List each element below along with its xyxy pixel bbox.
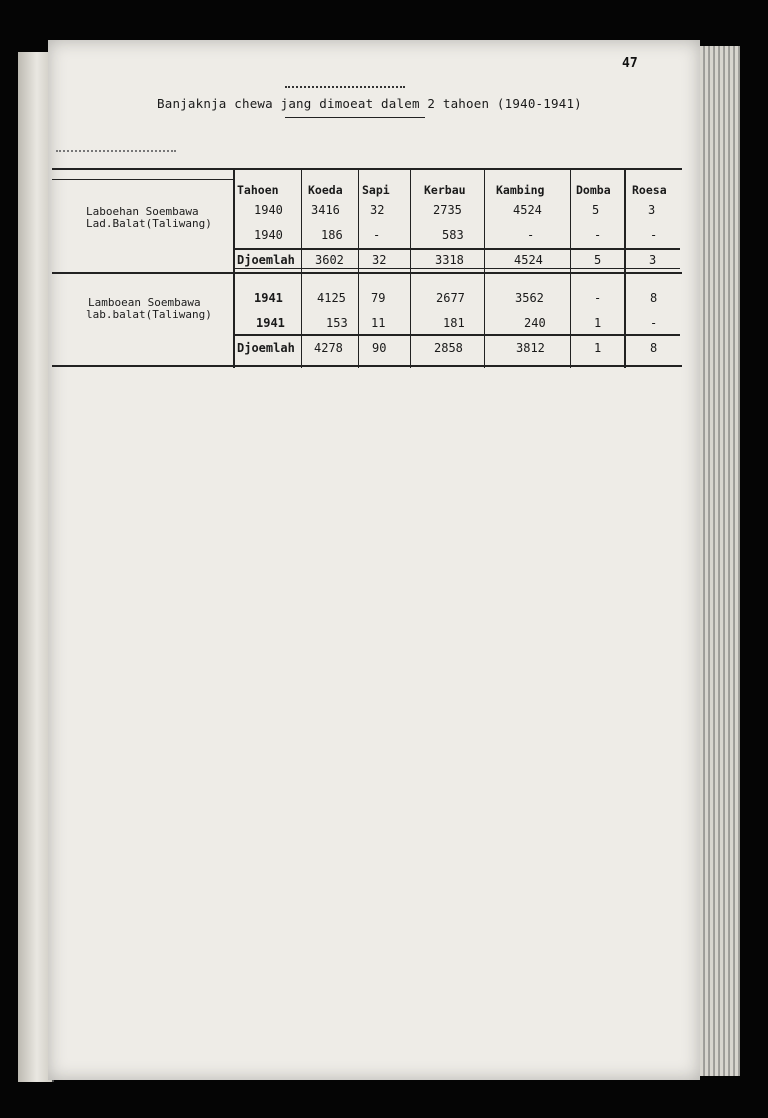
table-cell: 11 <box>371 316 386 330</box>
region-label: Lad.Balat(Taliwang) <box>86 217 212 230</box>
dotted-line <box>56 150 176 152</box>
table-cell: 3 <box>648 203 656 217</box>
table-cell: 240 <box>524 316 546 330</box>
table-cell: 4524 <box>514 253 543 267</box>
page-edges <box>700 46 740 1076</box>
table-cell: 3 <box>649 253 657 267</box>
table-cell: 5 <box>592 203 600 217</box>
column-header: Roesa <box>632 183 667 197</box>
column-divider <box>484 168 485 368</box>
column-header: Kerbau <box>424 183 466 197</box>
table-cell: 1941 <box>256 316 285 330</box>
table-cell: 3812 <box>516 341 545 355</box>
table-cell: 5 <box>594 253 602 267</box>
column-divider <box>358 168 359 368</box>
table-cell: 1 <box>594 316 602 330</box>
page-heading: Banjaknja chewa jang dimoeat dalem 2 tahoen (1940-1941) <box>157 96 582 111</box>
table-cell: 3602 <box>315 253 344 267</box>
table-cell: 4524 <box>513 203 542 217</box>
column-header: Sapi <box>362 183 390 197</box>
region-label: Lamboean Soembawa <box>88 296 201 309</box>
table-cell: 3562 <box>515 291 544 305</box>
page-number: 47 <box>622 56 638 71</box>
table-cell: 32 <box>372 253 387 267</box>
table-cell: - <box>650 316 658 330</box>
table-cell: - <box>594 228 602 242</box>
table-cell: 3416 <box>311 203 340 217</box>
column-header: Domba <box>576 183 611 197</box>
table-cell: - <box>527 228 535 242</box>
column-divider <box>570 168 571 368</box>
table-cell: 79 <box>371 291 386 305</box>
dotted-line <box>285 86 405 88</box>
table-cell: 8 <box>650 341 658 355</box>
table-cell: 90 <box>372 341 387 355</box>
table-rule-top <box>52 179 234 180</box>
table-cell: 2677 <box>436 291 465 305</box>
column-divider <box>624 168 626 368</box>
table-cell: 181 <box>443 316 465 330</box>
table-cell: 1940 <box>254 203 283 217</box>
table-rule <box>52 272 682 274</box>
column-header: Tahoen <box>237 183 279 197</box>
region-label: Laboehan Soembawa <box>86 205 199 218</box>
table-cell: 2858 <box>434 341 463 355</box>
table-cell: 4125 <box>317 291 346 305</box>
table-rule-bottom <box>52 365 682 367</box>
table-cell: - <box>373 228 381 242</box>
table-cell: 1 <box>594 341 602 355</box>
table-cell: 4278 <box>314 341 343 355</box>
region-label: lab.balat(Taliwang) <box>86 308 212 321</box>
total-label: Djoemlah <box>237 253 295 267</box>
table-cell: 1940 <box>254 228 283 242</box>
column-header: Kambing <box>496 183 545 197</box>
table-cell: - <box>650 228 658 242</box>
table-cell: 1941 <box>254 291 283 305</box>
column-header: Koeda <box>308 183 343 197</box>
table-cell: 3318 <box>435 253 464 267</box>
table-cell: - <box>594 291 602 305</box>
table-rule-top <box>52 168 682 170</box>
column-divider <box>233 168 235 368</box>
column-divider <box>301 168 302 368</box>
table-cell: 583 <box>442 228 464 242</box>
total-label: Djoemlah <box>237 341 295 355</box>
table-cell: 32 <box>370 203 385 217</box>
table-cell: 153 <box>326 316 348 330</box>
column-divider <box>410 168 411 368</box>
table-cell: 8 <box>650 291 658 305</box>
table-cell: 2735 <box>433 203 462 217</box>
table-cell: 186 <box>321 228 343 242</box>
heading-underline <box>285 117 425 118</box>
